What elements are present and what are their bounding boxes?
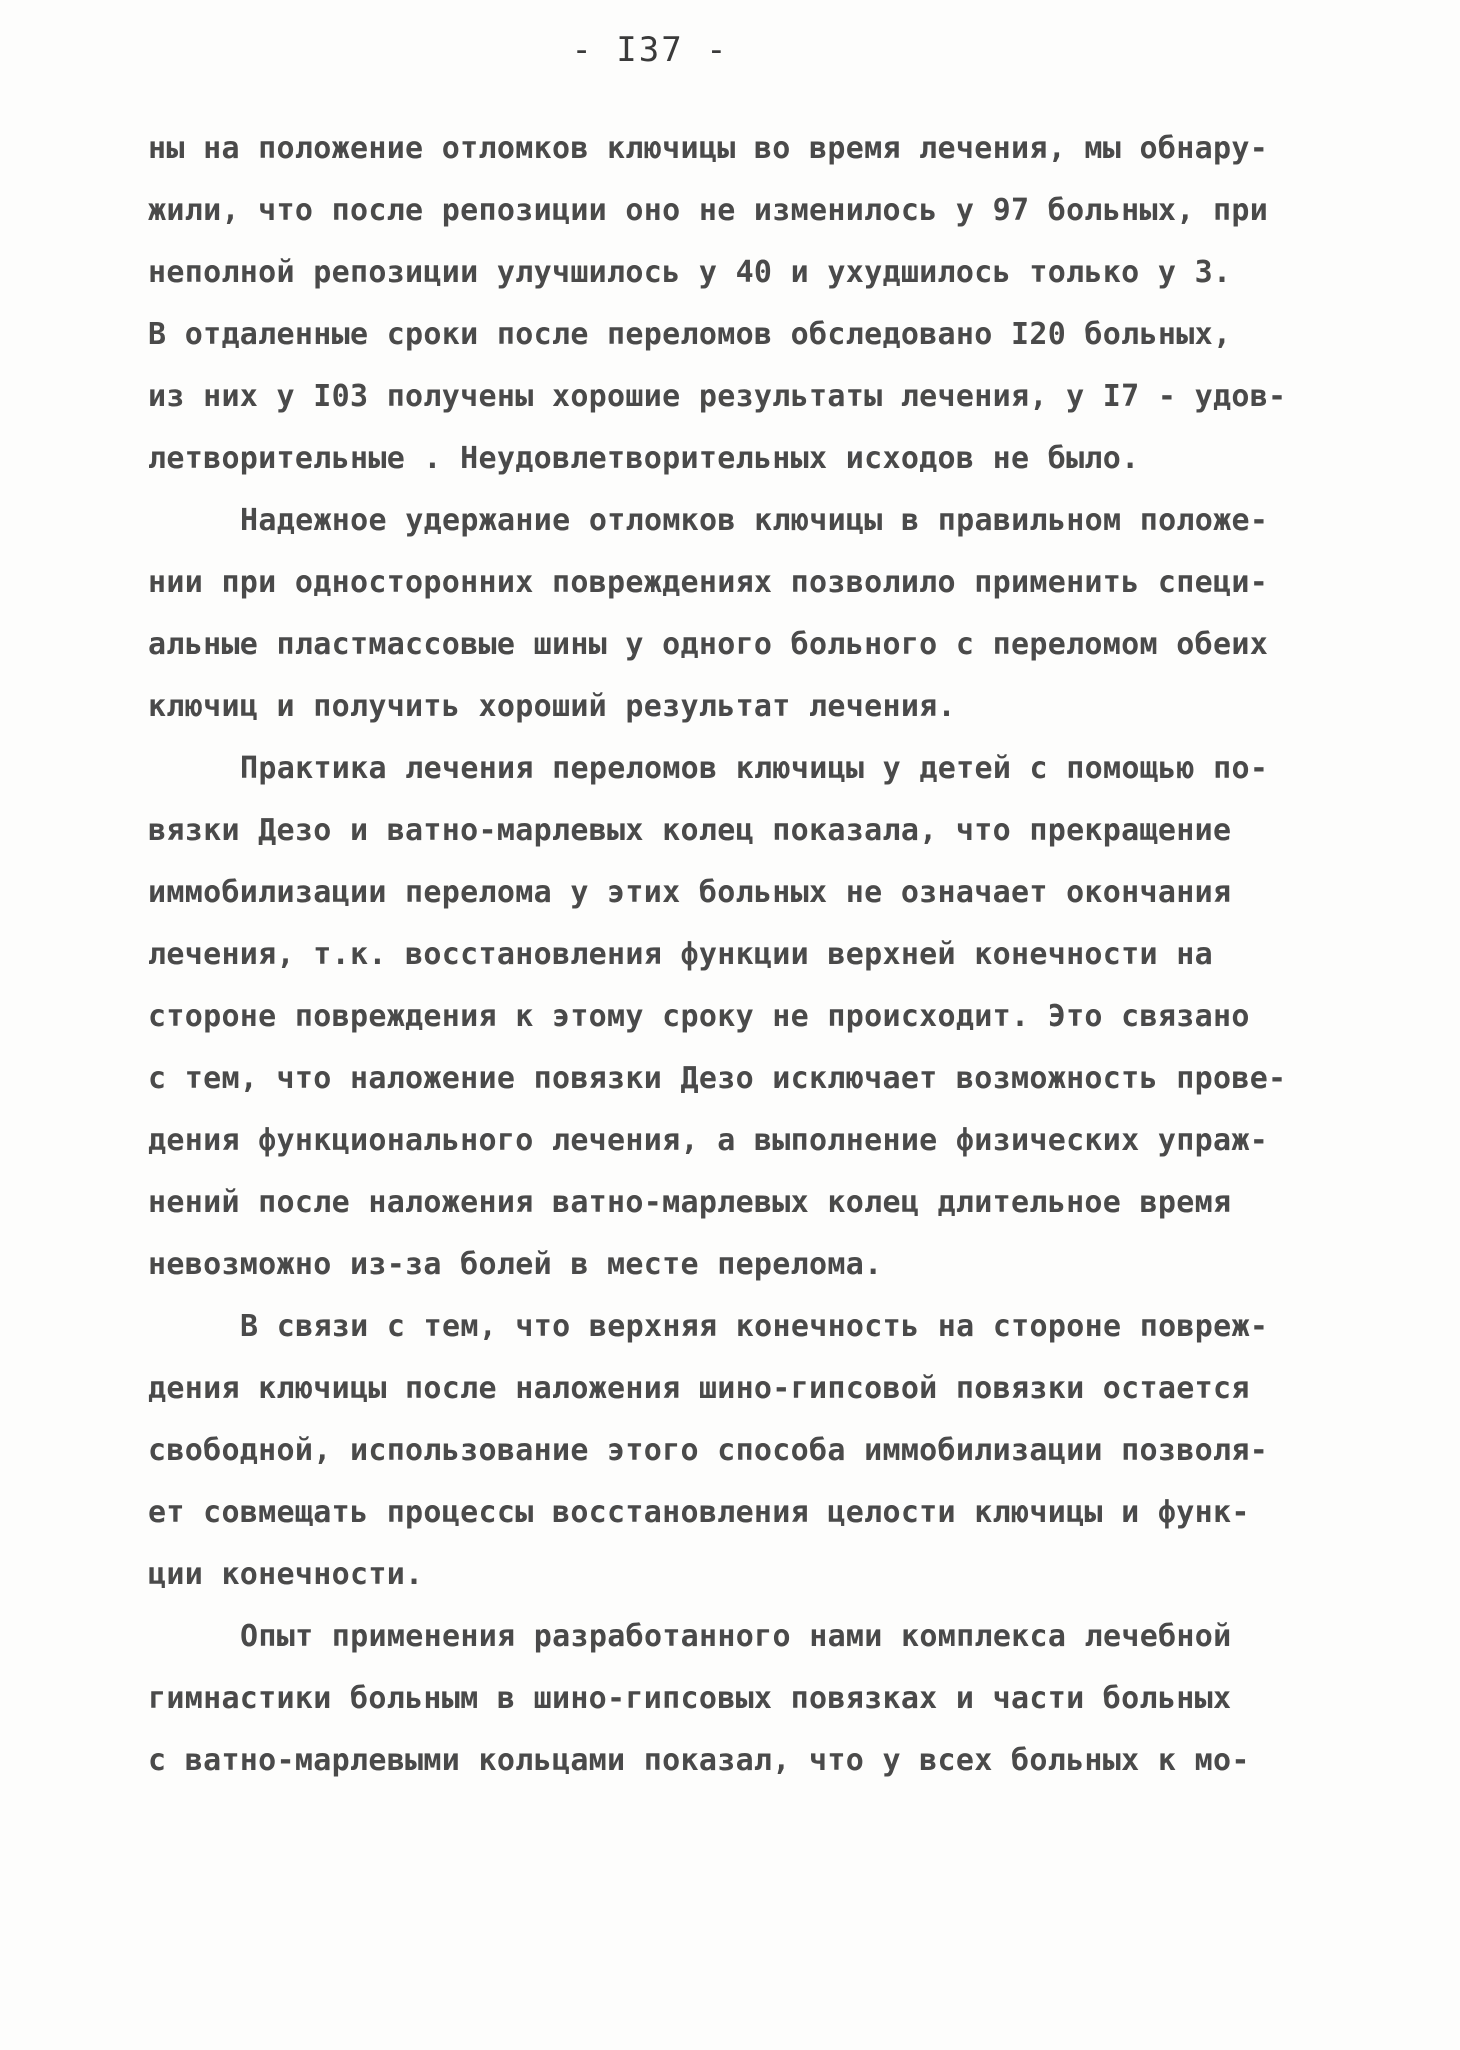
paragraph-4: [148, 1296, 1308, 1606]
text-line: Практика лечения переломов ключицы у детей с помощью по-: [240, 751, 1269, 786]
text-line: альные пластмассовые шины у одного больного с переломом обеих: [148, 627, 1269, 662]
text-line: летворительные . Неудовлетворительных исходов не было.: [148, 441, 1140, 476]
text-line: дения ключицы после наложения шино-гипсовой повязки остается: [148, 1371, 1250, 1406]
text-line: стороне повреждения к этому сроку не происходит. Это связано: [148, 999, 1250, 1034]
text-line: невозможно из-за болей в месте перелома.: [148, 1247, 883, 1282]
text-line: В отдаленные сроки после переломов обследовано I20 больных,: [148, 317, 1232, 352]
text-line: нии при односторонних повреждениях позволило применить специ-: [148, 565, 1269, 600]
text-line: дения функционального лечения, а выполнение физических упраж-: [148, 1123, 1269, 1158]
text-line: вязки Дезо и ватно-марлевых колец показала, что прекращение: [148, 813, 1232, 848]
text-line: Надежное удержание отломков ключицы в правильном положе-: [240, 503, 1269, 538]
text-line: ны на положение отломков ключицы во время лечения, мы обнару-: [148, 131, 1269, 166]
paragraph-3: [148, 738, 1308, 1296]
paragraph-2: [148, 490, 1308, 738]
text-line: ции конечности.: [148, 1557, 424, 1592]
text-line: с тем, что наложение повязки Дезо исключает возможность прове-: [148, 1061, 1287, 1096]
text-line: ключиц и получить хороший результат лечения.: [148, 689, 956, 724]
text-line: из них у I03 получены хорошие результаты лечения, у I7 - удов-: [148, 379, 1287, 414]
text-line: В связи с тем, что верхняя конечность на стороне повреж-: [240, 1309, 1269, 1344]
paragraph-1: [148, 118, 1308, 490]
text-line: гимнастики больным в шино-гипсовых повязках и части больных: [148, 1681, 1232, 1716]
text-line: свободной, использование этого способа иммобилизации позволя-: [148, 1433, 1269, 1468]
text-line: с ватно-марлевыми кольцами показал, что у всех больных к мо-: [148, 1743, 1250, 1778]
page-number: - I37 -: [571, 30, 729, 70]
text-line: Опыт применения разработанного нами комплекса лечебной: [240, 1619, 1232, 1654]
text-line: ет совмещать процессы восстановления целости ключицы и функ-: [148, 1495, 1250, 1530]
text-line: лечения, т.к. восстановления функции верхней конечности на: [148, 937, 1213, 972]
text-line: иммобилизации перелома у этих больных не означает окончания: [148, 875, 1232, 910]
text-line: неполной репозиции улучшилось у 40 и ухудшилось только у 3.: [148, 255, 1232, 290]
text-line: жили, что после репозиции оно не изменилось у 97 больных, при: [148, 193, 1269, 228]
text-line: нений после наложения ватно-марлевых колец длительное время: [148, 1185, 1232, 1220]
paragraph-5: [148, 1606, 1308, 1792]
body-text: [148, 118, 1308, 1792]
